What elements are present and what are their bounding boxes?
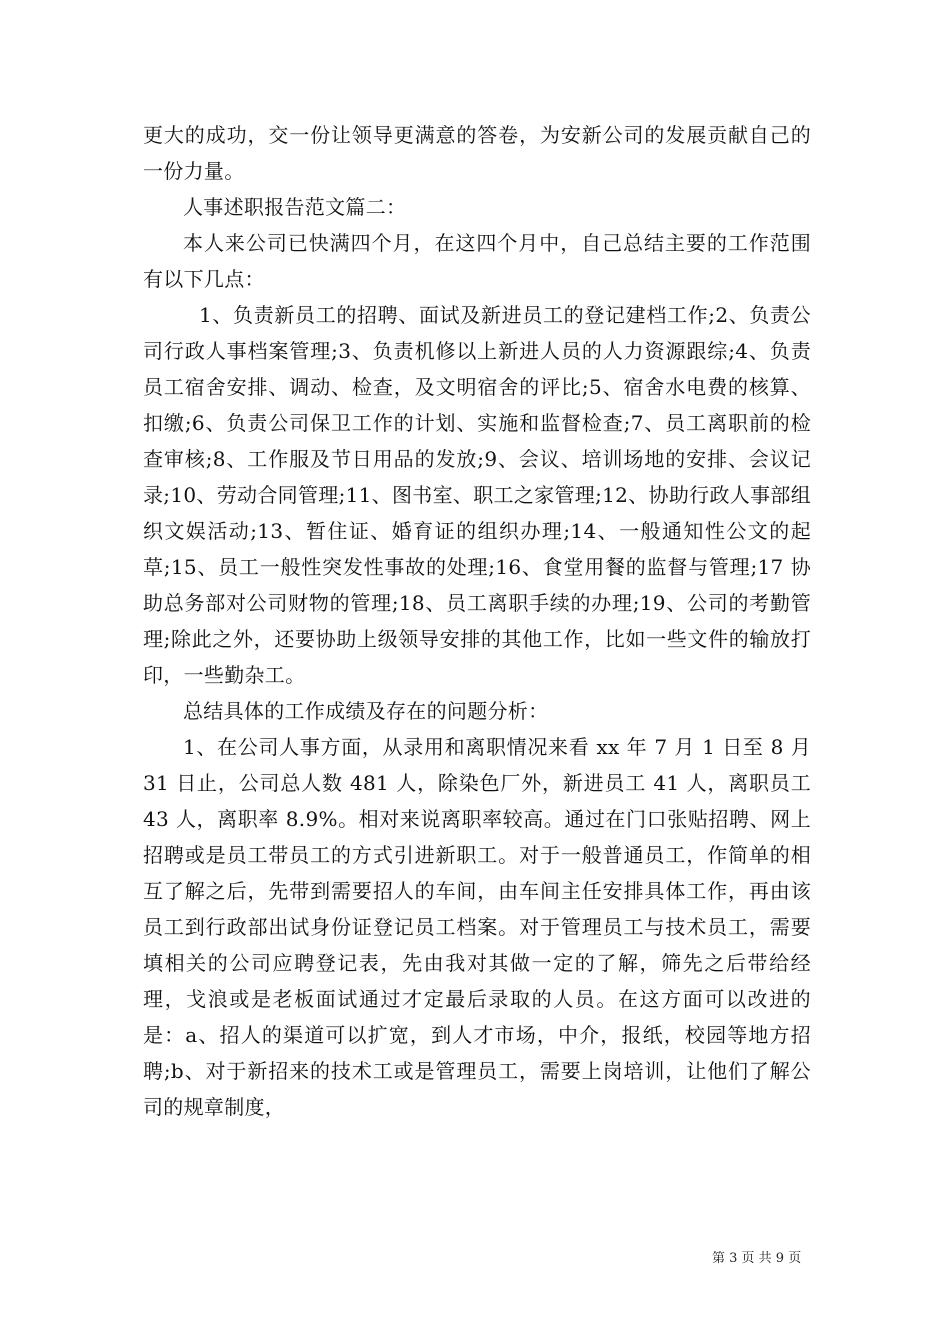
document-body [143, 117, 811, 1125]
paragraph-analysis: 1、在公司人事方面，从录用和离职情况来看 xx 年 7 月 1 日至 8 月 31 日止，公司总人数 481 人，除染色厂外，新进员工 41 人，离职员工 43 人，离职率 8.9%。相对来说离职率较高。通过在门口张贴招聘、网上招聘或是员工带员工的方式引进新职工。对于一般普通员工，作简单的相互了解之后，先带到需要招人的车间，由车间主任安排具体工作，再由该员工到行政部出试身份证登记员工档案。对于管理员工与技术员工，需要填相关的公司应聘登记表，先由我对其做一定的了解，筛先之后带给经理，戈浪或是老板面试通过才定最后录取的人员。在这方面可以改进的是：a、招人的渠道可以扩宽，到人才市场，中介，报纸，校园等地方招聘;b、对于新招来的技术工或是管理员工，需要上岗培训，让他们了解公司的规章制度， [143, 735, 811, 1119]
paragraph-intro: 本人来公司已快满四个月，在这四个月中，自己总结主要的工作范围有以下几点： [143, 231, 811, 291]
section-heading: 人事述职报告范文篇二： [183, 195, 407, 219]
paragraph-duties-list: 1、负责新员工的招聘、面试及新进员工的登记建档工作;2、负责公司行政人事档案管理;3、负责机修以上新进人员的人力资源跟综;4、负责员工宿舍安排、调动、检查，及文明宿舍的评比;5、宿舍水电费的核算、扣缴;6、负责公司保卫工作的计划、实施和监督检查;7、员工离职前的检查审核;8、工作服及节日用品的发放;9、会议、培训场地的安排、会议记录;10、劳动合同管理;11、图书室、职工之家管理;12、协助行政人事部组织文娱活动;13、暂住证、婚育证的组织办理;14、一般通知性公文的起草;15、员工一般性突发性事故的处理;16、食堂用餐的监督与管理;17 协助总务部对公司财物的管理;18、员工离职手续的办理;19、公司的考勤管理;除此之外，还要协助上级领导安排的其他工作，比如一些文件的输放打印，一些勤杂工。 [143, 303, 811, 687]
section-subheading: 总结具体的工作成绩及存在的问题分析： [183, 699, 549, 723]
page-number-footer: 第 3 页 共 9 页 [712, 1251, 802, 1266]
paragraph-continuation: 更大的成功，交一份让领导更满意的答卷，为安新公司的发展贡献自己的一份力量。 [143, 123, 811, 183]
